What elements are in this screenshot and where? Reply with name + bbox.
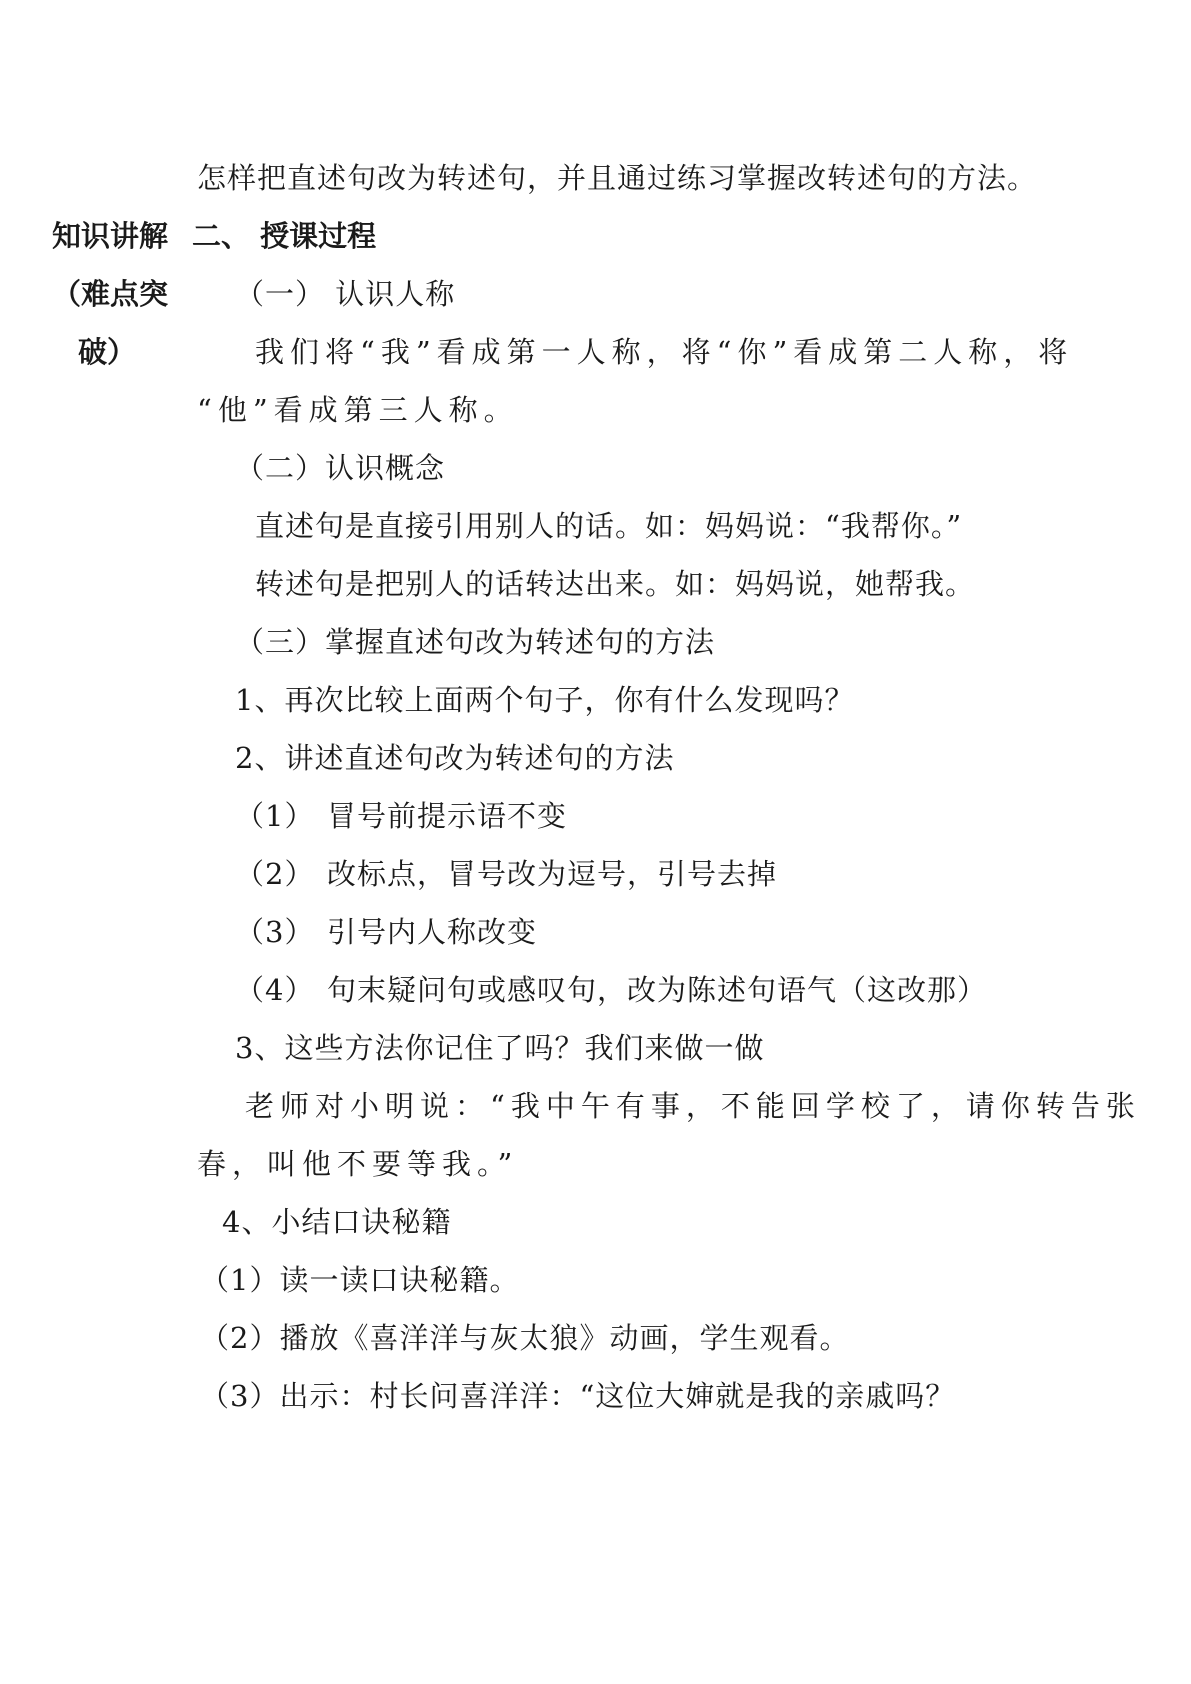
step-3: 3、这些方法你记住了吗？我们来做一做 [235, 1031, 765, 1065]
example-line1: 老师对小明说：“我中午有事，不能回学校了，请你转告张 [245, 1089, 1141, 1123]
sub-step-1: （1）读一读口诀秘籍。 [200, 1263, 520, 1297]
part3-title: （三）掌握直述句改为转述句的方法 [235, 625, 716, 659]
part2-text-direct: 直述句是直接引用别人的话。如：妈妈说：“我帮你。” [255, 509, 963, 543]
part2-title: （二）认识概念 [235, 451, 446, 485]
sidebar-label-line2: （难点突 [52, 277, 169, 311]
rule-4-text: 句末疑问句或感叹句，改为陈述句语气（这改那） [327, 973, 988, 1007]
part1-title: （一） 认识人称 [235, 277, 456, 311]
example-line2: 春，叫他不要等我。” [197, 1147, 519, 1181]
rule-2-number: （2） [235, 857, 315, 891]
step-2: 2、讲述直述句改为转述句的方法 [235, 741, 675, 775]
rule-3-number: （3） [235, 915, 315, 949]
rule-1-text: 冒号前提示语不变 [327, 799, 568, 833]
rule-4-number: （4） [235, 973, 315, 1007]
rule-2-text: 改标点，冒号改为逗号，引号去掉 [327, 857, 778, 891]
sidebar-label-line3: 破） [78, 335, 137, 369]
section-heading: 二、 授课过程 [192, 219, 377, 253]
part2-text-indirect: 转述句是把别人的话转达出来。如：妈妈说，她帮我。 [255, 567, 976, 601]
sub-step-3: （3）出示：村长问喜洋洋：“这位大婶就是我的亲戚吗？ [200, 1379, 956, 1413]
sub-step-2: （2）播放《喜洋洋与灰太狼》动画，学生观看。 [200, 1321, 850, 1355]
intro-line: 怎样把直述句改为转述句，并且通过练习掌握改转述句的方法。 [197, 161, 1038, 195]
rule-3-text: 引号内人称改变 [327, 915, 538, 949]
part1-text-line1: 我们将“我”看成第一人称，将“你”看成第二人称，将 [255, 335, 1074, 369]
part1-text-line2: “他”看成第三人称。 [197, 393, 519, 427]
step-1: 1、再次比较上面两个句子，你有什么发现吗？ [235, 683, 855, 717]
step-4: 4、小结口诀秘籍 [222, 1205, 452, 1239]
rule-1-number: （1） [235, 799, 315, 833]
sidebar-label-line1: 知识讲解 [52, 219, 169, 253]
